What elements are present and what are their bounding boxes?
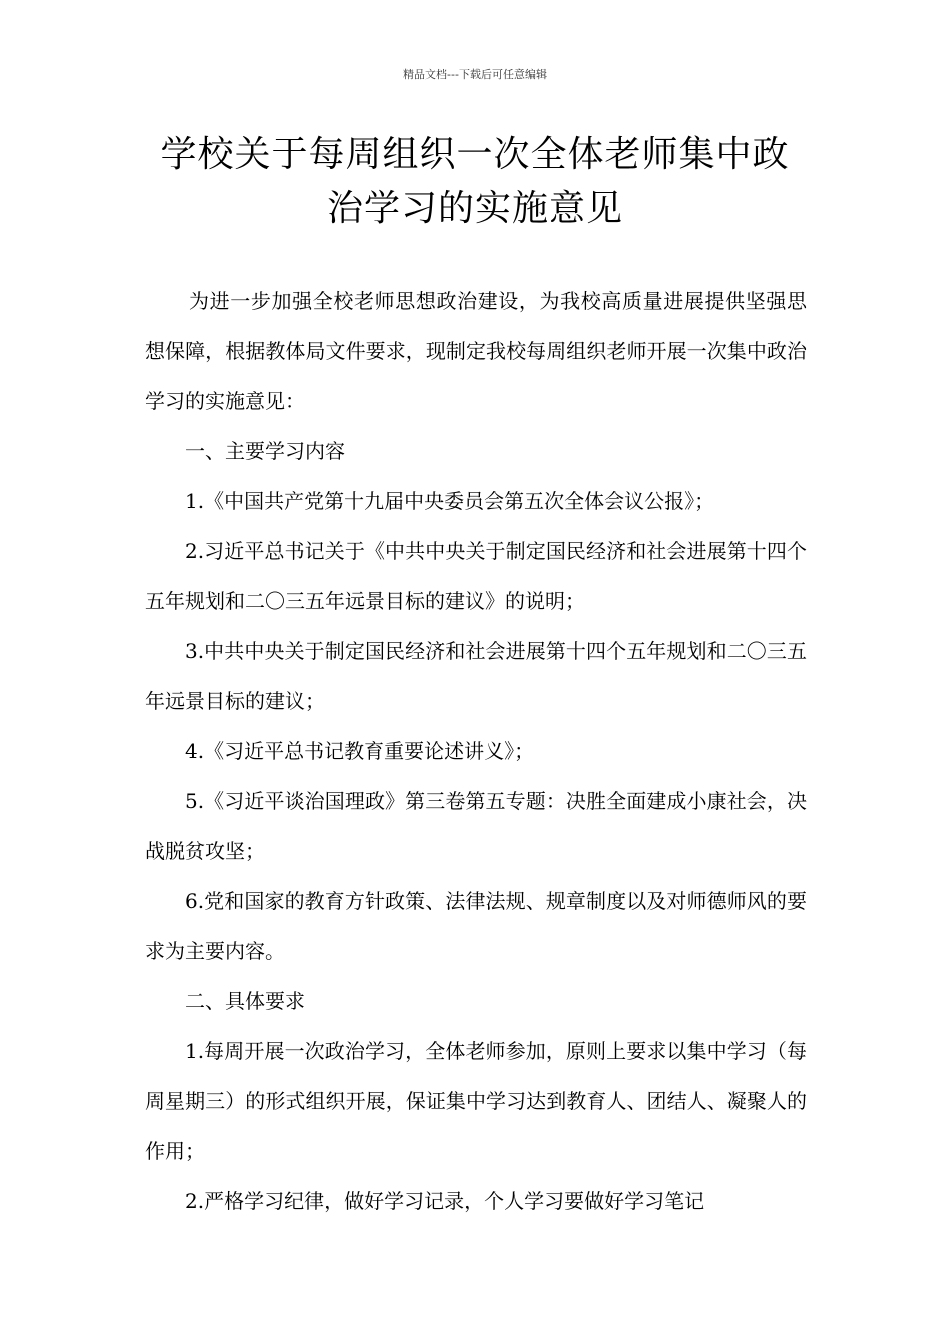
list-item-content-3: 3.中共中央关于制定国民经济和社会进展第十四个五年规划和二〇三五年远景目标的建议； [145,639,807,713]
list-item-content-5: 5.《习近平谈治国理政》第三卷第五专题：决胜全面建成小康社会，决战脱贫攻坚； [145,789,807,863]
section-heading-content: 一、主要学习内容 [185,439,345,463]
list-item-content-6: 6.党和国家的教育方针政策、法律法规、规章制度以及对师德师风的要求为主要内容。 [145,889,807,963]
intro-paragraph: 为进一步加强全校老师思想政治建设，为我校高质量进展提供坚强思想保障，根据教体局文件要求，现制定我校每周组织老师开展一次集中政治学习的实施意见： [145,289,807,413]
page-header: 精品文档---下载后可任意编辑 [403,68,547,81]
section-heading-requirements: 二、具体要求 [185,989,305,1013]
title-line-2: 治学习的实施意见 [326,188,623,229]
title-line-1: 学校关于每周组织一次全体老师集中政 [160,134,790,175]
document-body [145,276,807,1226]
list-item-content-1: 1.《中国共产党第十九届中央委员会第五次全体会议公报》； [185,489,715,513]
list-item-content-2: 2.习近平总书记关于《中共中央关于制定国民经济和社会进展第十四个五年规划和二〇三五年远景目标的建议》的说明； [145,539,807,613]
list-item-requirement-2: 2.严格学习纪律，做好学习记录，个人学习要做好学习笔记 [185,1189,705,1213]
list-item-requirement-1: 1.每周开展一次政治学习，全体老师参加，原则上要求以集中学习（每周星期三）的形式组织开展，保证集中学习达到教育人、团结人、凝聚人的作用； [145,1039,807,1163]
list-item-content-4: 4.《习近平总书记教育重要论述讲义》； [185,739,535,763]
document-title [140,128,810,236]
